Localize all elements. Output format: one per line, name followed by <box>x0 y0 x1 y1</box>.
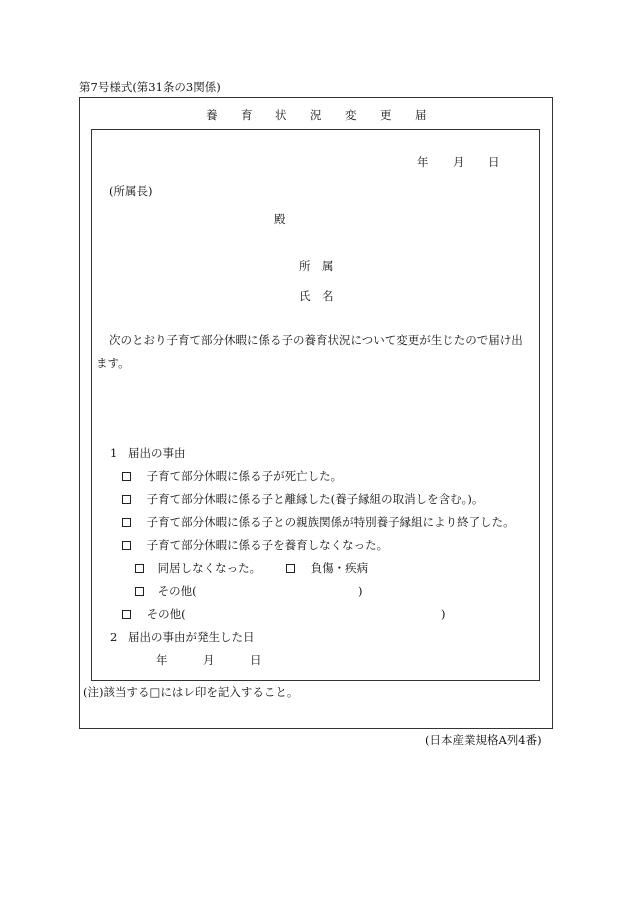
reason-item-1 <box>122 469 342 483</box>
date-day-label: 日 <box>488 155 500 169</box>
reason-item-label: 子育て部分休暇に係る子との親族関係が特別養子縁組により終了した。 <box>146 515 515 529</box>
title-char: 状 <box>275 108 287 122</box>
title-char: 育 <box>241 108 253 122</box>
checkbox-reason-1[interactable] <box>122 472 131 481</box>
reason-item-other <box>122 607 186 621</box>
date-year-label: 年 <box>417 155 429 169</box>
section2-day-label: 日 <box>250 653 262 667</box>
checkbox-injury[interactable] <box>286 564 295 573</box>
section2-heading: 届出の事由が発生した日 <box>128 630 255 644</box>
reason-item-2 <box>122 492 483 506</box>
checkbox-other[interactable] <box>122 610 131 619</box>
affiliation-label: 所 属 <box>299 259 334 273</box>
note-text: (注)該当する□にはレ印を記入すること。 <box>83 685 299 699</box>
reason-item-label: 子育て部分休暇に係る子と離縁した(養子縁組の取消しを含む。)。 <box>146 492 484 506</box>
honorific-label: 殿 <box>274 212 286 226</box>
title-char: 変 <box>345 108 357 122</box>
sub-other-close-paren: ) <box>358 584 363 598</box>
checkbox-sub-other[interactable] <box>135 587 144 596</box>
checkbox-cohabit[interactable] <box>135 564 144 573</box>
title-char: 更 <box>380 108 392 122</box>
checkbox-reason-2[interactable] <box>122 495 131 504</box>
sub-option-label: 負傷・疾病 <box>310 561 369 575</box>
sub-option-label: その他( <box>157 584 197 598</box>
other-close-paren: ) <box>441 607 446 621</box>
sub-option-injury <box>286 561 368 575</box>
paper-size-note: (日本産業規格A列4番) <box>425 733 542 747</box>
inner-frame <box>91 129 540 681</box>
section2-year-label: 年 <box>156 653 168 667</box>
addressee-label: (所属長) <box>109 184 153 198</box>
checkbox-reason-3[interactable] <box>122 518 131 527</box>
sub-option-label: 同居しなくなった。 <box>157 561 262 575</box>
body-text-line1: 次のとおり子育て部分休暇に係る子の養育状況について変更が生じたので届け出 <box>109 333 523 347</box>
reason-item-3 <box>122 515 515 529</box>
section2-month-label: 月 <box>203 653 215 667</box>
name-label: 氏 名 <box>299 289 334 303</box>
section1-heading: 届出の事由 <box>128 446 186 460</box>
reason-item-4 <box>122 538 388 552</box>
section2-number: 2 <box>110 630 118 644</box>
title-char: 届 <box>415 108 427 122</box>
checkbox-reason-4[interactable] <box>122 541 131 550</box>
date-month-label: 月 <box>453 155 465 169</box>
reason-item-label: その他( <box>146 607 186 621</box>
title-char: 養 <box>206 108 218 122</box>
title-char: 況 <box>310 108 322 122</box>
body-text-line2: ます。 <box>96 356 130 370</box>
section1-number: 1 <box>110 446 118 460</box>
sub-option-cohabit <box>135 561 261 575</box>
sub-option-other <box>135 584 197 598</box>
form-number-label: 第7号様式(第31条の3関係) <box>79 80 221 94</box>
reason-item-label: 子育て部分休暇に係る子を養育しなくなった。 <box>146 538 389 552</box>
reason-item-label: 子育て部分休暇に係る子が死亡した。 <box>146 469 343 483</box>
